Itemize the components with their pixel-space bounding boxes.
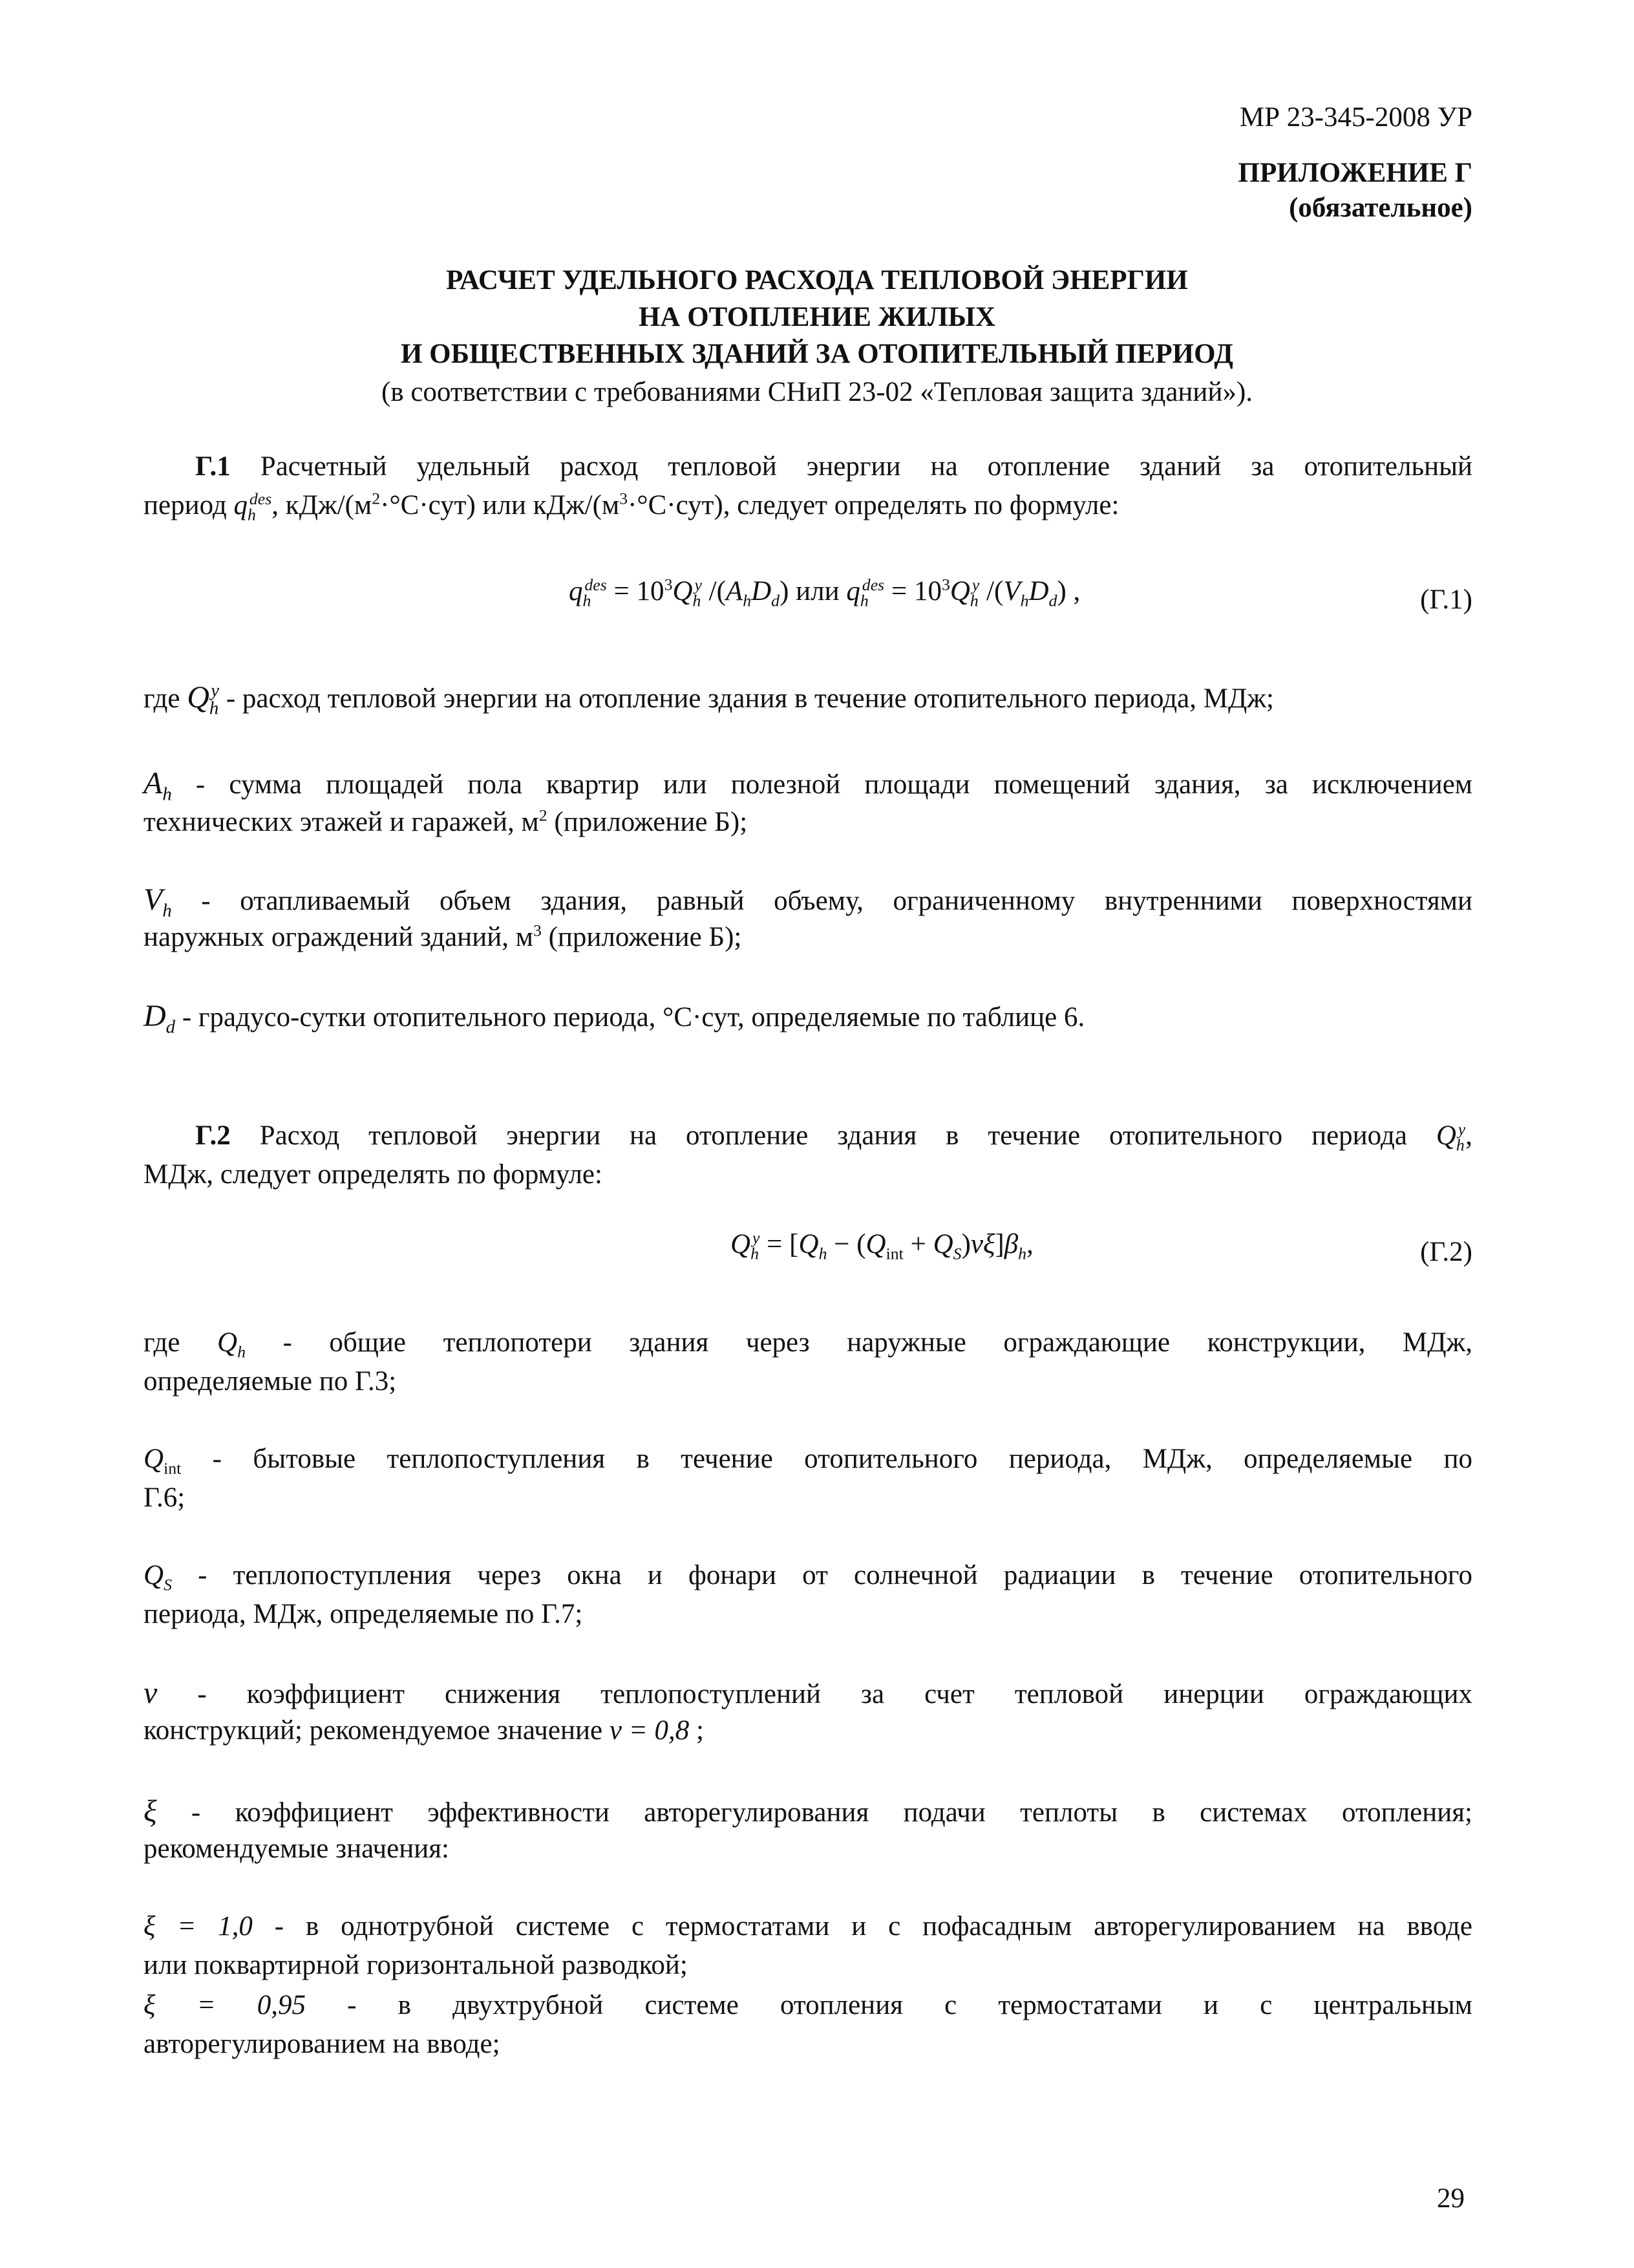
nu-value: ν = 0,8 xyxy=(609,1715,690,1746)
g2-paragraph-line-2: МДж, следует определять по формуле: xyxy=(143,1159,602,1190)
definition-q-int-line-2: Г.6; xyxy=(143,1482,186,1513)
definition-q-s-line-2: периода, МДж, определяемые по Г.7; xyxy=(143,1599,583,1629)
page-number: 29 xyxy=(1437,2183,1465,2214)
q-h-y-symbol: $Q_h^y$ xyxy=(187,680,220,719)
xi-option-2-line-1: ξ = 0,95 - в двухтрубной системе отопления с термостатами и с центральным xyxy=(143,1990,1473,2020)
definition-v-h-line-2: наружных ограждений зданий, $м^3$ (приложение Б); xyxy=(143,921,742,952)
g2-paragraph-line-1: Г.2 Расход тепловой энергии на отопление здания в течение отопительного периода $Q_h^y$, xyxy=(195,1119,1472,1155)
definition-v-h-line-1: $V_h$ - отапливаемый объем здания, равный объему, ограниченному внутренними поверхностями xyxy=(143,883,1472,921)
xi-symbol: ξ xyxy=(143,1794,157,1828)
definition-q-s-line-1: $Q_S$ - теплопоступления через окна и фонари от солнечной радиации в течение отопительного xyxy=(143,1560,1472,1594)
document-code: МР 23-345-2008 УР xyxy=(1239,102,1472,133)
appendix-status: (обязательное) xyxy=(1289,193,1472,223)
definition-xi-line-2: рекомендуемые значения: xyxy=(143,1834,449,1864)
equation-number-g1: (Г.1) xyxy=(1420,584,1472,615)
title-line-2: НА ОТОПЛЕНИЕ ЖИЛЫХ xyxy=(638,302,996,332)
definition-q-h-y: где $Q_h^y$ - расход тепловой энергии на отопление здания в течение отопительного периода, МДж; xyxy=(143,680,1274,719)
a-h-symbol: $A_h$ xyxy=(143,766,172,805)
title-line-3: И ОБЩЕСТВЕННЫХ ЗДАНИЙ ЗА ОТОПИТЕЛЬНЫЙ ПЕРИОД xyxy=(400,339,1234,369)
q-h-y-inline-symbol: $Q_h^y$ xyxy=(1436,1119,1466,1155)
g2-number: Г.2 xyxy=(195,1120,231,1151)
formula-g2: $Q_h^y = [Q_h - (Q_{int} + Q_S)\nu\xi]\beta_h$, xyxy=(730,1228,1034,1263)
definition-q-h-line-2: определяемые по Г.3; xyxy=(143,1366,397,1396)
nu-symbol: ν xyxy=(143,1676,158,1710)
q-h-des-symbol: $q_h^{des}$ xyxy=(233,489,272,524)
xi-option-2-line-2: авторегулированием на вводе; xyxy=(143,2029,500,2059)
title-subtitle: (в соответствии с требованиями СНиП 23-02 «Тепловая защита зданий»). xyxy=(381,377,1253,407)
xi-option-1-line-1: ξ = 1,0 - в однотрубной системе с термостатами и с пофасадным авторегулированием на вводе xyxy=(143,1911,1472,1942)
xi-value-1: ξ = 1,0 xyxy=(143,1911,253,1942)
definition-q-h-line-1: где $Q_h$ - общие теплопотери здания через наружные ограждающие конструкции, МДж, xyxy=(143,1327,1473,1362)
formula-g1: $q_h^{des} = 10^3Q_h^y$ $/(A_hD_d)$ или $q_h^{des} = 10^3Q_h^y$ $/(V_hD_d)$ , xyxy=(569,575,1081,610)
equation-number-g2: (Г.2) xyxy=(1420,1237,1472,1267)
definition-q-int-line-1: $Q_{int}$ - бытовые теплопоступления в течение отопительного периода, МДж, определяемые по xyxy=(143,1444,1472,1478)
v-h-symbol: $V_h$ xyxy=(143,883,172,921)
definition-nu-line-1: ν - коэффициент снижения теплопоступлений за счет тепловой инерции ограждающих xyxy=(143,1676,1472,1710)
definition-nu-line-2: конструкций; рекомендуемое значение ν = 0,8 ; xyxy=(143,1715,704,1746)
g1-paragraph-line-2: период $q_h^{des}$, кДж/$(м^2\cdot^\circ С\cdot сут)$ или кДж/$(м^3\cdot^\circ С\cdot сут)$, следует определять по формуле: xyxy=(143,489,1119,524)
xi-value-2: ξ = 0,95 xyxy=(143,1990,306,2020)
title-line-1: РАСЧЕТ УДЕЛЬНОГО РАСХОДА ТЕПЛОВОЙ ЭНЕРГИИ xyxy=(446,265,1188,295)
definition-xi-line-1: ξ - коэффициент эффективности авторегулирования подачи теплоты в системах отопления; xyxy=(143,1794,1472,1828)
appendix-title: ПРИЛОЖЕНИЕ Г xyxy=(1238,158,1472,188)
definition-a-h-line-1: $A_h$ - сумма площадей пола квартир или полезной площади помещений здания, за исключением xyxy=(143,766,1472,805)
q-s-symbol: $Q_S$ xyxy=(143,1560,172,1594)
definition-a-h-line-2: технических этажей и гаражей, $м^2$ (приложение Б); xyxy=(143,806,748,837)
d-d-symbol: $D_d$ xyxy=(143,999,176,1038)
q-int-symbol: Q xyxy=(143,1444,164,1474)
g1-number: Г.1 xyxy=(195,451,231,482)
q-h-symbol: $Q_h$ xyxy=(217,1327,246,1362)
xi-option-1-line-2: или поквартирной горизонтальной разводкой; xyxy=(143,1950,688,1980)
g1-paragraph-line-1: Г.1 Расчетный удельный расход тепловой энергии на отопление зданий за отопительный xyxy=(195,451,1472,482)
definition-d-d: $D_d$ - градусо-сутки отопительного периода, °С·сут, определяемые по таблице 6. xyxy=(143,999,1085,1038)
